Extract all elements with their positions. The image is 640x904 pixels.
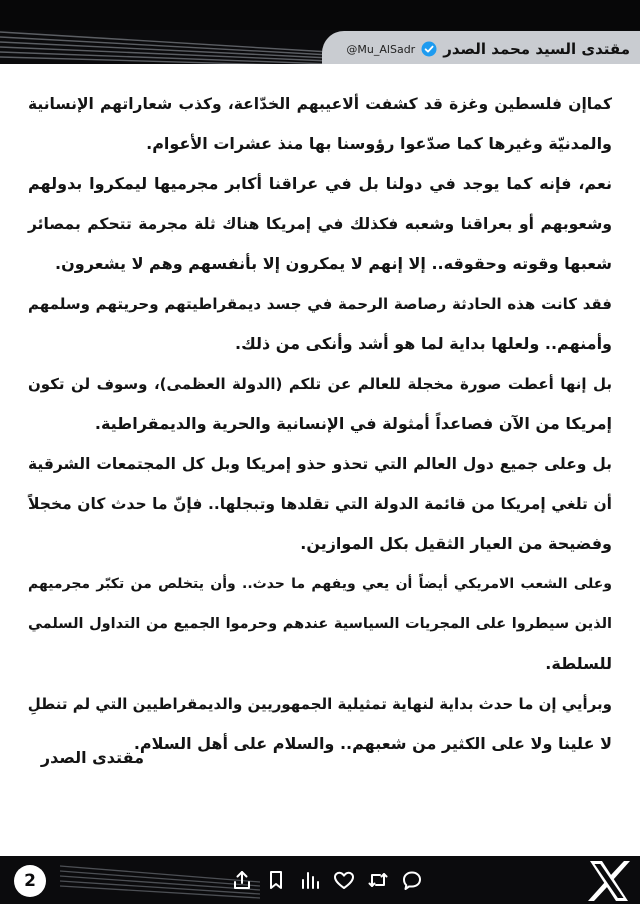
- post-header: [0, 0, 640, 64]
- verified-badge-icon: [421, 41, 437, 57]
- statement-line: إمريكا من الآن فصاعداً أمثولة في الإنسانية والحرية والديمقراطية.: [94, 414, 612, 433]
- header-top-band: [0, 0, 640, 30]
- account-handle[interactable]: @Mu_AlSadr: [346, 42, 416, 56]
- post-action-bar: [230, 868, 424, 892]
- statement-line: وفضيحة من العيار الثقيل بكل الموازين.: [300, 534, 612, 553]
- statement-line: شعبها وقوته وحقوقه.. إلا إنهم لا يمكرون إلا بأنفسهم وهم لا يشعرون.: [55, 254, 612, 273]
- x-logo-icon: [584, 858, 634, 904]
- statement-line: بل وعلى جميع دول العالم التي تحذو حذو إمريكا وبل كل المجتمعات الشرقية: [28, 455, 612, 473]
- bookmark-icon[interactable]: [264, 868, 288, 892]
- statement-line: بل إنها أعطت صورة مخجلة للعالم عن تلكم (الدولة العظمى)، وسوف لن تكون: [28, 375, 612, 393]
- statement-line: وأمنهم.. ولعلها بداية لما هو أشد وأنكى من ذلك.: [235, 334, 612, 353]
- statement-line: أن تلغي إمريكا من قائمة الدولة التي تقلدها وتبجلها.. فإنّ ما حدث كان مخجلاً: [28, 495, 612, 513]
- statement-text: [28, 84, 612, 764]
- post-footer: [0, 856, 640, 904]
- retweet-icon[interactable]: [366, 868, 390, 892]
- statement-line: وشعوبهم أو بعراقنا وشعبه فكذلك في إمريكا هناك ثلة مجرمة تتحكم بمصائر: [28, 215, 612, 233]
- account-display-name[interactable]: مقتدى السيد محمد الصدر: [443, 40, 630, 58]
- statement-line: لا علينا ولا على الكثير من شعبهم.. والسلام على أهل السلام.: [133, 734, 612, 753]
- statement-line: للسلطة.: [545, 654, 612, 673]
- account-identity[interactable]: [346, 38, 630, 60]
- statement-line: وبرأيي إن ما حدث بداية لنهاية تمثيلية الجمهوريين والديمقراطيين التي لم تنطلِ: [27, 695, 612, 713]
- header-decorative-stripes: [0, 28, 330, 64]
- statement-line: والمدنيّة وغيرها كما صدّعوا رؤوسنا بها منذ عشرات الأعوام.: [146, 134, 612, 153]
- statement-line: كماإن فلسطين وغزة قد كشفت ألاعيبهم الخدّاعة، وكذب شعاراتهم الإنسانية: [28, 95, 612, 113]
- share-icon[interactable]: [230, 868, 254, 892]
- like-icon[interactable]: [332, 868, 356, 892]
- reply-icon[interactable]: [400, 868, 424, 892]
- statement-line: نعم، فإنه كما يوجد في دولنا بل في عراقنا أكابر مجرميها ليمكروا بدولهم: [28, 174, 612, 193]
- signature: مقتدى الصدر: [40, 748, 144, 767]
- views-icon[interactable]: [298, 868, 322, 892]
- statement-line: وعلى الشعب الامريكي أيضاً أن يعي ويفهم ما حدث.. وأن يتخلص من تكبّر مجرميهم: [28, 576, 612, 592]
- page-number-badge: 2: [14, 865, 46, 897]
- statement-line: الذين سيطروا على المجريات السياسية عندهم وحرموا الجميع من التداول السلمي: [28, 616, 612, 632]
- statement-line: فقد كانت هذه الحادثة رصاصة الرحمة في جسد ديمقراطيتهم وحريتهم وسلمهم: [28, 295, 612, 313]
